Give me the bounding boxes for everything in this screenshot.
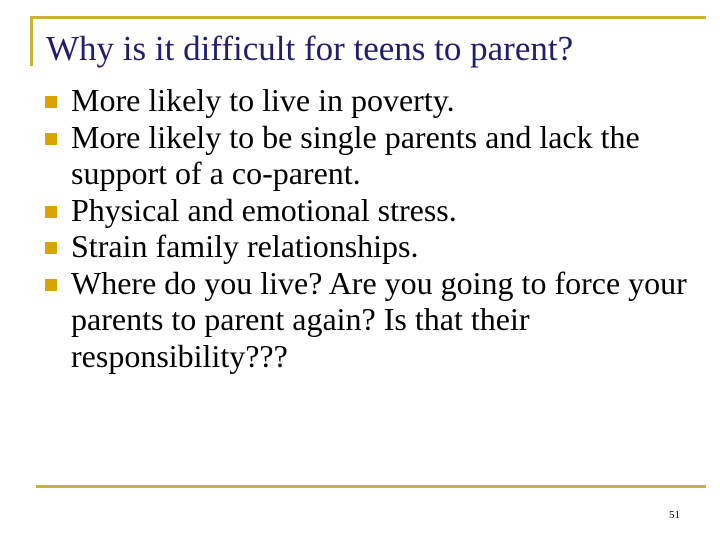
bullet-text: Strain family relationships. — [71, 228, 419, 264]
square-bullet-icon — [45, 242, 57, 254]
slide-title: Why is it difficult for teens to parent? — [46, 29, 574, 68]
bullet-item — [40, 265, 690, 375]
bullet-list — [40, 82, 690, 374]
bullet-item — [40, 119, 690, 192]
square-bullet-icon — [45, 133, 57, 145]
top-frame-rule — [30, 16, 706, 19]
bullet-text: Physical and emotional stress. — [71, 191, 457, 228]
square-bullet-icon — [45, 96, 57, 108]
bullet-text: More likely to be single parents and lack the support of a co-parent. — [71, 118, 640, 191]
bottom-frame-rule — [36, 485, 706, 488]
bullet-text: More likely to live in poverty. — [71, 82, 455, 118]
bullet-item — [40, 228, 690, 265]
square-bullet-icon — [45, 279, 57, 291]
page-number: 51 — [669, 509, 680, 521]
bullet-item — [40, 82, 690, 119]
left-frame-rule — [30, 16, 33, 66]
square-bullet-icon — [45, 206, 57, 218]
bullet-item — [40, 192, 690, 229]
bullet-text: Where do you live? Are you going to force your parents to parent again? Is that their responsibility??? — [71, 264, 687, 374]
